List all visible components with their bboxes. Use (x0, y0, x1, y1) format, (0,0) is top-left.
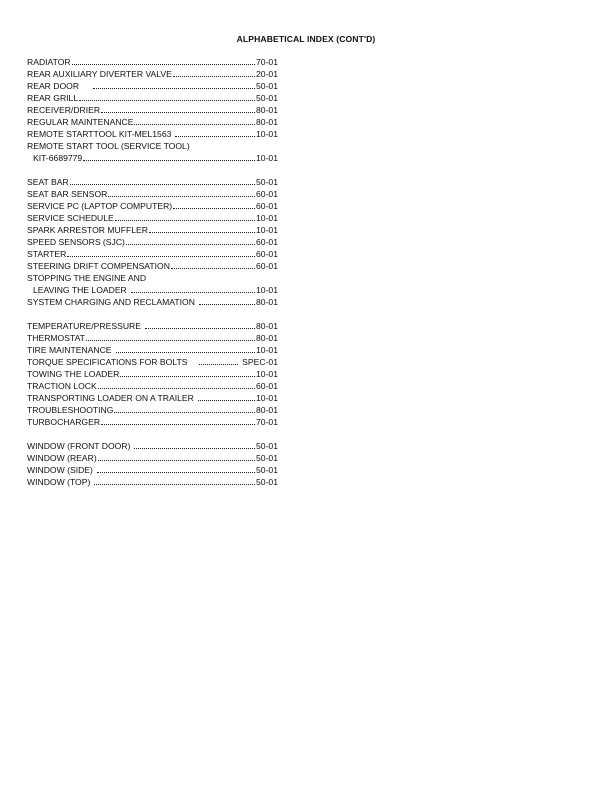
entry-term: TROUBLESHOOTING (27, 405, 114, 415)
index-entry[interactable] (27, 224, 278, 236)
dot-leader (120, 376, 255, 377)
index-entry[interactable] (27, 92, 278, 104)
dot-leader (173, 208, 255, 209)
index-entry[interactable] (27, 344, 278, 356)
entry-term: RADIATOR (27, 57, 71, 67)
dot-leader (134, 124, 255, 125)
dot-leader (72, 64, 255, 65)
entry-page-ref: 60-01 (256, 189, 278, 199)
entry-page-ref: 60-01 (256, 261, 278, 271)
index-entry[interactable] (27, 272, 278, 284)
index-entry[interactable] (27, 104, 278, 116)
entry-term: TRANSPORTING LOADER ON A TRAILER (27, 393, 194, 403)
index-entry[interactable] (27, 176, 278, 188)
entry-term: STEERING DRIFT COMPENSATION (27, 261, 170, 271)
entry-term: TIRE MAINTENANCE (27, 345, 112, 355)
dot-leader (116, 352, 256, 353)
entry-term: TORQUE SPECIFICATIONS FOR BOLTS (27, 357, 188, 367)
index-group-w (27, 440, 278, 488)
dot-leader (149, 232, 255, 233)
index-entry[interactable] (27, 56, 278, 68)
index-entry[interactable] (27, 440, 278, 452)
entry-page-ref: 80-01 (256, 405, 278, 415)
dot-leader (115, 220, 255, 221)
index-entry[interactable] (27, 416, 278, 428)
dot-leader (79, 100, 255, 101)
entry-page-ref: 50-01 (256, 81, 278, 91)
dot-leader (94, 484, 255, 485)
entry-page-ref: 10-01 (256, 285, 278, 295)
dot-leader (145, 328, 255, 329)
entry-term: WINDOW (FRONT DOOR) (27, 441, 131, 451)
entry-term: REMOTE START TOOL (SERVICE TOOL) (27, 141, 190, 151)
index-entry[interactable] (27, 452, 278, 464)
entry-term: LEAVING THE LOADER (33, 285, 127, 295)
entry-page-ref: 50-01 (256, 477, 278, 487)
dot-leader (101, 424, 255, 425)
index-entry[interactable] (27, 248, 278, 260)
index-entry[interactable] (27, 260, 278, 272)
entry-page-ref: 10-01 (256, 129, 278, 139)
entry-page-ref: 50-01 (256, 453, 278, 463)
entry-page-ref: 80-01 (256, 321, 278, 331)
entry-page-ref: 50-01 (256, 441, 278, 451)
entry-term: STOPPING THE ENGINE AND (27, 273, 147, 283)
index-entry[interactable] (27, 464, 278, 476)
index-entry[interactable] (27, 296, 278, 308)
dot-leader (98, 388, 255, 389)
index-entry-continued[interactable] (27, 284, 278, 296)
entry-term: TRACTION LOCK (27, 381, 97, 391)
entry-term: REAR GRILL (27, 93, 79, 103)
index-entry-continued[interactable] (27, 152, 278, 164)
index-entry[interactable] (27, 404, 278, 416)
index-entry[interactable] (27, 368, 278, 380)
dot-leader (126, 244, 255, 245)
entry-term: REGULAR MAINTENANCE (27, 117, 134, 127)
dot-leader (97, 472, 255, 473)
index-entry[interactable] (27, 212, 278, 224)
entry-page-ref: 10-01 (256, 345, 278, 355)
entry-term: TOWING THE LOADER (27, 369, 120, 379)
entry-page-ref: 80-01 (256, 105, 278, 115)
entry-term: WINDOW (TOP) (27, 477, 91, 487)
entry-term: THERMOSTAT (27, 333, 85, 343)
index-entry[interactable] (27, 80, 278, 92)
entry-term: REMOTE STARTTOOL KIT-MEL1563 (27, 129, 172, 139)
dot-leader (131, 292, 255, 293)
dot-leader (108, 196, 255, 197)
index-entry[interactable] (27, 200, 278, 212)
entry-page-ref: 70-01 (256, 57, 278, 67)
entry-page-ref: 50-01 (256, 177, 278, 187)
entry-page-ref: 80-01 (256, 117, 278, 127)
entry-term: WINDOW (SIDE) (27, 465, 93, 475)
dot-leader (199, 304, 255, 305)
entry-page-ref: SPEC-01 (242, 357, 278, 367)
dot-leader (173, 76, 255, 77)
entry-term: TURBOCHARGER (27, 417, 101, 427)
dot-leader (114, 412, 255, 413)
index-entry[interactable] (27, 476, 278, 488)
entry-page-ref: 10-01 (256, 213, 278, 223)
index-entry[interactable] (27, 332, 278, 344)
entry-term: SYSTEM CHARGING AND RECLAMATION (27, 297, 195, 307)
dot-leader (98, 460, 255, 461)
index-entry[interactable] (27, 116, 278, 128)
dot-leader (83, 160, 255, 161)
entry-page-ref: 70-01 (256, 417, 278, 427)
entry-term: SERVICE PC (LAPTOP COMPUTER) (27, 201, 173, 211)
entry-page-ref: 10-01 (256, 369, 278, 379)
index-entry[interactable] (27, 380, 278, 392)
dot-leader (93, 88, 255, 89)
index-entry[interactable] (27, 128, 278, 140)
entry-page-ref: 60-01 (256, 381, 278, 391)
entry-page-ref: 10-01 (256, 153, 278, 163)
entry-page-ref: 10-01 (256, 225, 278, 235)
entry-term: SEAT BAR SENSOR (27, 189, 108, 199)
entry-term: KIT-6689779 (33, 153, 83, 163)
entry-term: RECEIVER/DRIER (27, 105, 101, 115)
index-entry[interactable] (27, 140, 278, 152)
dot-leader (175, 136, 255, 137)
entry-term: SEAT BAR (27, 177, 69, 187)
dot-leader (70, 184, 255, 185)
index-entry[interactable] (27, 188, 278, 200)
entry-page-ref: 10-01 (256, 393, 278, 403)
index-group-r (27, 56, 278, 164)
entry-term: REAR AUXILIARY DIVERTER VALVE (27, 69, 172, 79)
entry-page-ref: 50-01 (256, 93, 278, 103)
page-title: ALPHABETICAL INDEX (CONT'D) (236, 34, 376, 44)
entry-term: SPEED SENSORS (SJC) (27, 237, 125, 247)
entry-term: TEMPERATURE/PRESSURE (27, 321, 141, 331)
index-list (27, 56, 278, 500)
index-group-t (27, 320, 278, 428)
entry-page-ref: 60-01 (256, 249, 278, 259)
index-entry[interactable] (27, 68, 278, 80)
entry-term: REAR DOOR (27, 81, 80, 91)
entry-term: SERVICE SCHEDULE (27, 213, 114, 223)
entry-term: SPARK ARRESTOR MUFFLER (27, 225, 148, 235)
dot-leader (199, 364, 238, 365)
dot-leader (101, 112, 255, 113)
dot-leader (67, 256, 255, 257)
entry-page-ref: 20-01 (256, 69, 278, 79)
entry-page-ref: 80-01 (256, 333, 278, 343)
entry-page-ref: 80-01 (256, 297, 278, 307)
index-group-s (27, 176, 278, 308)
index-entry[interactable] (27, 356, 278, 368)
entry-page-ref: 50-01 (256, 465, 278, 475)
index-entry[interactable] (27, 392, 278, 404)
entry-page-ref: 60-01 (256, 237, 278, 247)
dot-leader (86, 340, 255, 341)
index-entry[interactable] (27, 320, 278, 332)
entry-term: STARTER (27, 249, 67, 259)
index-entry[interactable] (27, 236, 278, 248)
entry-page-ref: 60-01 (256, 201, 278, 211)
dot-leader (198, 400, 255, 401)
dot-leader (134, 448, 255, 449)
dot-leader (171, 268, 255, 269)
entry-term: WINDOW (REAR) (27, 453, 97, 463)
